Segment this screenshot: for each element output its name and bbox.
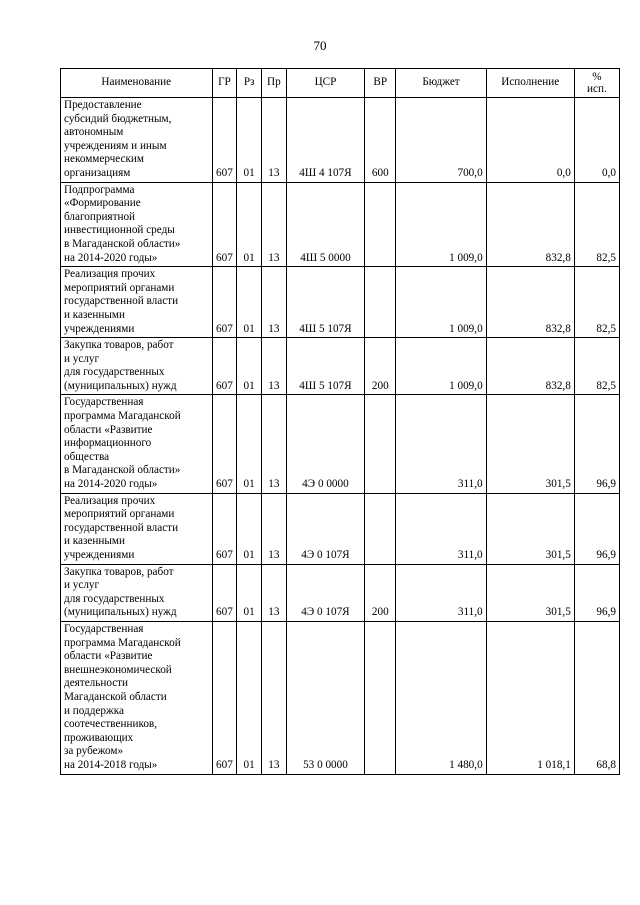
- header-csr: ЦСР: [286, 69, 364, 98]
- row-execution: 301,5: [486, 395, 574, 493]
- header-gr: ГР: [212, 69, 237, 98]
- row-name: Закупка товаров, работ и услуг для государственных (муниципальных) нужд: [61, 564, 213, 621]
- row-csr: 4Ш 5 107Я: [286, 267, 364, 338]
- page-number: 70: [313, 38, 327, 53]
- header-vr: ВР: [365, 69, 396, 98]
- header-name: Наименование: [61, 69, 213, 98]
- row-budget: 700,0: [396, 98, 486, 183]
- row-percent: 82,5: [574, 182, 619, 267]
- row-rz: 01: [237, 493, 262, 564]
- row-csr: 4Ш 4 107Я: [286, 98, 364, 183]
- row-name: Государственная программа Магаданской области «Развитие внешнеэкономической деятельности Магаданской области и поддержка соотечественников, проживающих за рубежом» на 2014-2018 годы»: [61, 621, 213, 774]
- row-name: Реализация прочих мероприятий органами государственной власти и казенными учреждениями: [61, 493, 213, 564]
- row-name: Реализация прочих мероприятий органами государственной власти и казенными учреждениями: [61, 267, 213, 338]
- row-csr: 4Ш 5 0000: [286, 182, 364, 267]
- row-name: Закупка товаров, работ и услуг для государственных (муниципальных) нужд: [61, 338, 213, 395]
- table-row: [61, 98, 620, 183]
- row-csr: 4Ш 5 107Я: [286, 338, 364, 395]
- row-budget: 1 480,0: [396, 621, 486, 774]
- header-rz: Рз: [237, 69, 262, 98]
- row-execution: 301,5: [486, 493, 574, 564]
- table-row: [61, 267, 620, 338]
- budget-execution-table: [60, 68, 620, 775]
- header-budget: Бюджет: [396, 69, 486, 98]
- row-vr: 200: [365, 564, 396, 621]
- row-vr: [365, 621, 396, 774]
- row-csr: 53 0 0000: [286, 621, 364, 774]
- row-gr: 607: [212, 395, 237, 493]
- header-percent: [574, 69, 619, 98]
- row-percent: 96,9: [574, 395, 619, 493]
- row-vr: [365, 267, 396, 338]
- row-execution: 1 018,1: [486, 621, 574, 774]
- table-row: [61, 338, 620, 395]
- row-gr: 607: [212, 338, 237, 395]
- row-rz: 01: [237, 98, 262, 183]
- row-csr: 4Э 0 107Я: [286, 493, 364, 564]
- row-gr: 607: [212, 493, 237, 564]
- row-name: Государственная программа Магаданской области «Развитие информационного общества в Магаданской области» на 2014-2020 годы»: [61, 395, 213, 493]
- row-vr: 200: [365, 338, 396, 395]
- row-pr: 13: [262, 98, 287, 183]
- row-rz: 01: [237, 621, 262, 774]
- row-rz: 01: [237, 338, 262, 395]
- row-budget: 1 009,0: [396, 267, 486, 338]
- row-pr: 13: [262, 182, 287, 267]
- row-execution: 832,8: [486, 182, 574, 267]
- row-rz: 01: [237, 564, 262, 621]
- row-name: Подпрограмма «Формирование благоприятной инвестиционной среды в Магаданской области» на 2014-2020 годы»: [61, 182, 213, 267]
- row-gr: 607: [212, 621, 237, 774]
- row-pr: 13: [262, 564, 287, 621]
- header-percent-label: исп.: [587, 83, 607, 95]
- row-budget: 1 009,0: [396, 182, 486, 267]
- row-pr: 13: [262, 395, 287, 493]
- row-pr: 13: [262, 621, 287, 774]
- row-gr: 607: [212, 564, 237, 621]
- row-percent: 82,5: [574, 267, 619, 338]
- row-name: Предоставление субсидий бюджетным, автономным учреждениям и иным некоммерческим организациям: [61, 98, 213, 183]
- row-vr: [365, 395, 396, 493]
- row-pr: 13: [262, 267, 287, 338]
- table-row: [61, 395, 620, 493]
- row-csr: 4Э 0 107Я: [286, 564, 364, 621]
- table-row: [61, 621, 620, 774]
- row-execution: 301,5: [486, 564, 574, 621]
- row-gr: 607: [212, 98, 237, 183]
- row-vr: [365, 182, 396, 267]
- row-rz: 01: [237, 395, 262, 493]
- row-pr: 13: [262, 338, 287, 395]
- row-percent: 0,0: [574, 98, 619, 183]
- row-gr: 607: [212, 267, 237, 338]
- row-percent: 96,9: [574, 493, 619, 564]
- header-pr: Пр: [262, 69, 287, 98]
- row-percent: 82,5: [574, 338, 619, 395]
- table-row: [61, 182, 620, 267]
- row-csr: 4Э 0 0000: [286, 395, 364, 493]
- row-vr: [365, 493, 396, 564]
- row-execution: 832,8: [486, 267, 574, 338]
- header-percent-symbol: %: [592, 71, 602, 83]
- row-percent: 96,9: [574, 564, 619, 621]
- row-budget: 311,0: [396, 493, 486, 564]
- row-pr: 13: [262, 493, 287, 564]
- table-row: [61, 564, 620, 621]
- table-row: [61, 493, 620, 564]
- row-budget: 311,0: [396, 564, 486, 621]
- row-percent: 68,8: [574, 621, 619, 774]
- row-vr: 600: [365, 98, 396, 183]
- row-gr: 607: [212, 182, 237, 267]
- row-execution: 832,8: [486, 338, 574, 395]
- row-budget: 311,0: [396, 395, 486, 493]
- row-rz: 01: [237, 267, 262, 338]
- row-rz: 01: [237, 182, 262, 267]
- row-execution: 0,0: [486, 98, 574, 183]
- row-budget: 1 009,0: [396, 338, 486, 395]
- header-execution: Исполнение: [486, 69, 574, 98]
- table-header-row: [61, 69, 620, 98]
